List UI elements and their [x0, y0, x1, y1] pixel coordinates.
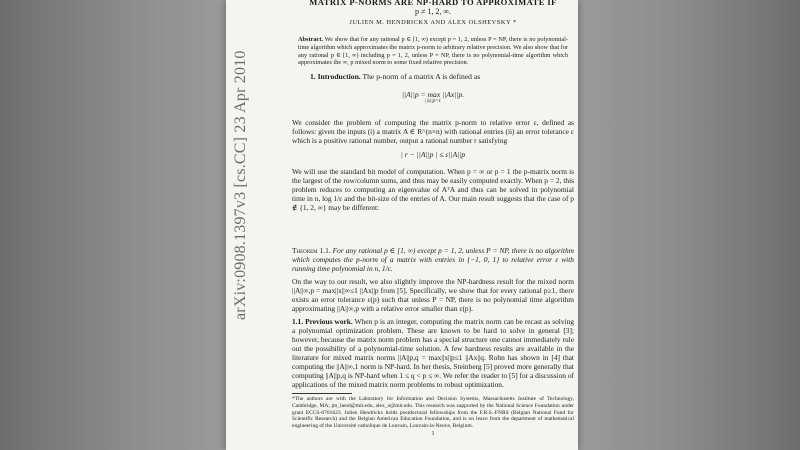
paper-authors: JULIEN M. HENDRICKX AND ALEX OLSHEVSKY *	[349, 19, 517, 26]
equation-error-bound: | r − ||A||p | ≤ ε||A||p	[400, 150, 466, 159]
introduction-heading-line	[310, 72, 574, 81]
paper-subtitle: p ≠ 1, 2, ∞.	[414, 7, 452, 16]
previous-work	[292, 317, 574, 389]
paragraph-model: We will use the standard bit model of computation. When p = ∞ or p = 1 the p-matrix norm is the largest of the row/column sums, and thus may be easily computed exactly. When p = 2, this problem reduces to computing an eigenvalue of AᵀA and thus can be solved in polynomial time in n, log 1/ε and the bit-size of the entries of A. Our main result suggests that the case of p ∉ {1, 2, ∞} may be different:	[292, 167, 574, 213]
theorem-text: For any rational p ∈ [1, ∞) except p = 1, 2, unless P = NP, there is no algorithm which computes the p-norm of a matrix with entries in {−1, 0, 1} to relative error ε with running time polynomial in n, 1/ε.	[292, 246, 575, 274]
page-number: 1	[431, 431, 435, 437]
abstract-label: Abstract.	[298, 36, 324, 43]
footnote: *The authors are with the Laboratory for Information and Decision Systems, Massachusetts Institute of Technology, Cambridge, MA; jm_hend@mit.edu, alex_o@mit.edu. This research was supported by the National Science Foundation under grant ECCS-0701623. Julien Hendrickx holds postdoctoral fellowships from the F.R.S.-FNRS (Belgian National Fund for Scientific Research) and the Belgian American Education Foundation, and is on leave from the department of mathematical engineering of the Université catholique de Louvain, Louvain-la-Neuve, Belgium.	[292, 396, 574, 430]
theorem-1-1	[292, 246, 574, 273]
previous-work-text: When p is an integer, computing the matrix norm can be recast as solving a polynomial optimization problem. These are known to be hard to solve in general [3]; however, because the matrix norm problem has a special structure one cannot immediately rule out the possibility of a polynomial-time solution. A few hardness results are available in the literature for mixed matrix norms ||A||p,q = max||x||p≤1 ||Ax||q. Rohn has shown in [4] that computing the ||A||∞,1 norm is NP-hard. In her thesis, Steinberg [5] proved more generally that computing ||A||p,q is NP-hard when 1 ≤ q < p ≤ ∞. We refer the reader to [5] for a discussion of applications of the mixed matrix norm problems to robust optimization.	[292, 317, 574, 390]
intro-lead: The p-norm of a matrix A is defined as	[362, 72, 481, 81]
paragraph-mixed-norm: On the way to our result, we also slightly improve the NP-hardness result for the mixed norm ||A||∞,p = max||x||∞≤1 ||Ax||p from [5]. Specifically, we show that for every rational p≥1, there exists an error tolerance ε(p) such that unless P = NP, there is no polynomial time algorithm approximating ||A||∞,p with a relative error smaller than ε(p).	[292, 277, 574, 314]
equation-matrix-norm	[292, 90, 574, 105]
abstract	[298, 36, 568, 67]
equation-1: ||A||p = max ||Ax||p.	[401, 90, 465, 99]
arxiv-identifier-stamp: arXiv:0908.1397v3 [cs.CC] 23 Apr 2010	[232, 50, 249, 320]
subsection-heading: 1.1. Previous work.	[292, 317, 353, 326]
footnote-rule	[292, 393, 352, 394]
paragraph-problem: We consider the problem of computing the matrix p-norm to relative error ε, defined as follows: given the inputs (i) a matrix A ∈ R^(n×n) with rational entries (ii) an error tolerance ε which is a positive rational number, output a rational number r satisfying	[292, 118, 574, 146]
theorem-label: Theorem 1.1.	[292, 246, 331, 255]
abstract-text: We show that for any rational p ∈ [1, ∞) except p = 1, 2, unless P = NP, there is no polynomial-time algorithm which approximates the matrix p-norm to arbitrary relative precision. We also show that for any rational p ∈ [1, ∞) including p = 1, 2, unless P = NP, there is no polynomial-time algorithm which approximates the ∞, p mixed norm to some fixed relative precision.	[298, 36, 568, 67]
viewer-background-right	[578, 0, 800, 450]
equation-1-subscript: ||x||p=1	[424, 99, 442, 105]
paper-title: MATRIX P-NORMS ARE NP-HARD TO APPROXIMATE IF	[309, 0, 557, 7]
section-heading: 1. Introduction.	[310, 72, 361, 81]
viewer-background-left	[0, 0, 226, 450]
